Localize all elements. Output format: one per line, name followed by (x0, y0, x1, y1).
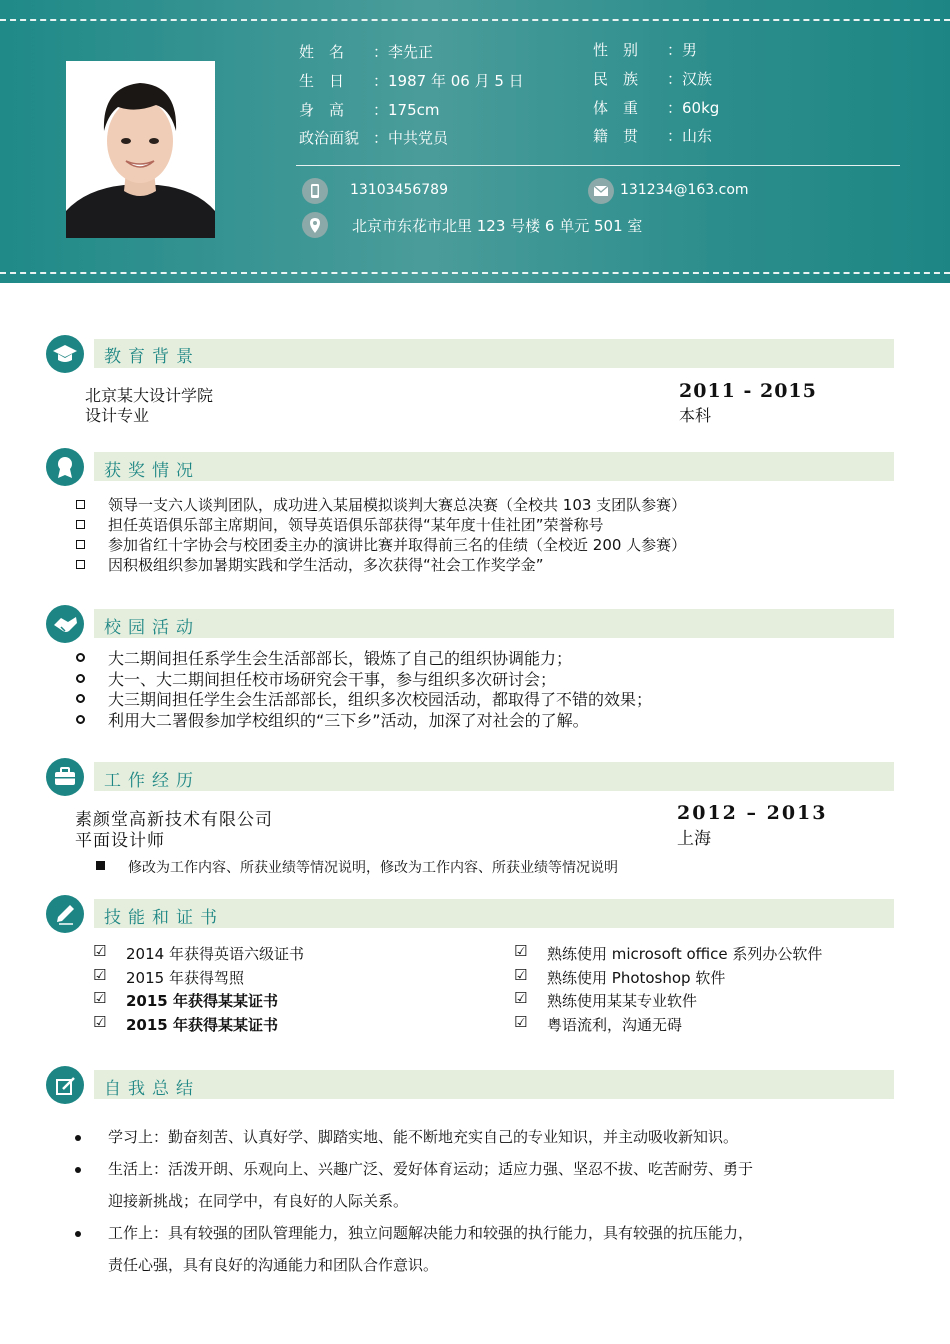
top-dashed-line (0, 19, 950, 21)
education-major: 设计专业 (85, 406, 150, 425)
education-years: 2011 - 2015 (679, 380, 817, 402)
info-gender: 性 别 ：男 (593, 41, 698, 59)
award-item: 参加省红十字协会与校团委主办的演讲比赛并取得前三名的佳绩（全校近 200 人参赛） (108, 536, 687, 554)
list-bullet (76, 560, 85, 569)
info-ethnicity-label: 民 族 (593, 70, 639, 88)
info-hometown-label: 籍 贯 (593, 127, 639, 145)
email-icon (588, 178, 614, 204)
info-hometown-value: 山东 (682, 127, 713, 145)
skill-right-item: 熟练使用 microsoft office 系列办公软件 (547, 945, 823, 963)
list-bullet (75, 1167, 81, 1173)
list-bullet (76, 715, 85, 724)
work-header-bar (94, 762, 894, 791)
campus-title: 校园活动 (104, 618, 200, 638)
summary-life-line2: 迎接新挑战；在同学中，有良好的人际关系。 (108, 1192, 409, 1210)
skill-right-item: 熟练使用某某专业软件 (547, 992, 698, 1010)
summary-title: 自我总结 (104, 1079, 200, 1099)
info-hometown: 籍 贯 ：山东 (593, 127, 713, 145)
skill-left-item: 2015 年获得某某证书 (126, 992, 278, 1010)
info-ethnicity-value: 汉族 (682, 70, 713, 88)
email-address: 131234@163.com (620, 182, 749, 198)
skill-right-item: 粤语流利，沟通无碍 (547, 1016, 683, 1034)
info-ethnicity: 民 族 ：汉族 (593, 70, 713, 88)
info-political-label: 政治面貌 (299, 129, 360, 147)
skill-right-item: 熟练使用 Photoshop 软件 (547, 969, 726, 987)
work-description: 修改为工作内容、所获业绩等情况说明，修改为工作内容、所获业绩等情况说明 (128, 860, 618, 876)
summary-work-line2: 责任心强，具有良好的沟通能力和团队合作意识。 (108, 1256, 439, 1274)
checkbox-icon: ☑ (93, 989, 107, 1007)
skill-left-item: 2015 年获得某某证书 (126, 1016, 278, 1034)
info-name: 姓 名 ：李先正 (299, 43, 434, 61)
checkbox-icon: ☑ (514, 989, 528, 1007)
list-bullet (75, 1135, 81, 1141)
info-gender-value: 男 (682, 41, 698, 59)
campus-item: 利用大二署假参加学校组织的“三下乡”活动，加深了对社会的了解。 (108, 711, 589, 730)
phone-icon (302, 178, 328, 204)
education-school: 北京某大设计学院 (85, 386, 214, 405)
award-item: 因积极组织参加暑期实践和学生活动，多次获得“社会工作奖学金” (108, 556, 544, 574)
summary-work-line1: 工作上：具有较强的团队管理能力，独立问题解决能力和较强的执行能力，具有较强的抗压能力， (108, 1224, 754, 1242)
list-bullet (96, 861, 105, 870)
checkbox-icon: ☑ (93, 942, 107, 960)
info-political: 政治面貌 ：中共党员 (299, 129, 449, 147)
campus-item: 大三期间担任学生会生活部部长，组织多次校园活动，都取得了不错的效果； (108, 690, 653, 709)
list-bullet (76, 653, 85, 662)
checkbox-icon: ☑ (514, 1013, 528, 1031)
summary-study: 学习上：勤奋刻苦、认真好学、脚踏实地、能不断地充实自己的专业知识，并主动吸收新知识。 (108, 1128, 739, 1146)
info-weight-label: 体 重 (593, 99, 639, 117)
education-header-bar (94, 339, 894, 368)
header-banner (0, 0, 950, 283)
list-bullet (76, 674, 85, 683)
checkbox-icon: ☑ (93, 1013, 107, 1031)
skill-left-item: 2015 年获得驾照 (126, 969, 244, 987)
work-company: 素颜堂高新技术有限公司 (75, 810, 273, 830)
summary-life-line1: 生活上：活泼开朗、乐观向上、兴趣广泛、爱好体育运动；适应力强、坚忍不拔、吃苦耐劳、勇于 (108, 1160, 754, 1178)
education-title: 教育背景 (104, 347, 200, 367)
medal-icon (46, 448, 84, 486)
work-location: 上海 (677, 829, 711, 849)
summary-header-bar (94, 1070, 894, 1099)
award-item: 担任英语俱乐部主席期间，领导英语俱乐部获得“某年度十佳社团”荣誉称号 (108, 516, 604, 534)
info-political-value: 中共党员 (388, 129, 449, 147)
info-birthday: 生 日 ：1987 年 06 月 5 日 (299, 72, 524, 90)
info-name-label: 姓 名 (299, 43, 345, 61)
work-years: 2012 – 2013 (677, 802, 828, 824)
award-item: 领导一支六人谈判团队，成功进入某届模拟谈判大赛总决赛（全校共 103 支团队参赛） (108, 496, 687, 514)
graduation-cap-icon (46, 335, 84, 373)
list-bullet (76, 540, 85, 549)
list-bullet (76, 694, 85, 703)
skill-left-item: 2014 年获得英语六级证书 (126, 945, 304, 963)
info-birthday-value: 1987 年 06 月 5 日 (388, 72, 524, 90)
info-height-value: 175cm (388, 101, 440, 119)
checkbox-icon: ☑ (93, 966, 107, 984)
briefcase-icon (46, 758, 84, 796)
list-bullet (76, 500, 85, 509)
info-height: 身 高 ：175cm (299, 101, 440, 119)
info-height-label: 身 高 (299, 101, 345, 119)
work-position: 平面设计师 (75, 831, 165, 851)
awards-title: 获奖情况 (104, 461, 200, 481)
awards-header-bar (94, 452, 894, 481)
edit-icon (46, 1066, 84, 1104)
info-weight: 体 重 ：60kg (593, 99, 720, 117)
info-weight-value: 60kg (682, 99, 720, 117)
campus-header-bar (94, 609, 894, 638)
info-name-value: 李先正 (388, 43, 434, 61)
address: 北京市东花市北里 123 号楼 6 单元 501 室 (352, 217, 643, 235)
campus-item: 大二期间担任系学生会生活部部长，锻炼了自己的组织协调能力； (108, 649, 573, 668)
campus-item: 大一、大二期间担任校市场研究会干事，参与组织多次研讨会； (108, 670, 557, 689)
phone-number: 13103456789 (350, 182, 448, 198)
checkbox-icon: ☑ (514, 942, 528, 960)
info-birthday-label: 生 日 (299, 72, 345, 90)
handshake-icon (46, 605, 84, 643)
list-bullet (75, 1231, 81, 1237)
info-gender-label: 性 别 (593, 41, 639, 59)
header-divider (296, 165, 900, 166)
profile-photo (66, 61, 215, 238)
bottom-dashed-line (0, 272, 950, 274)
location-icon (302, 212, 328, 238)
skills-title: 技能和证书 (104, 908, 224, 928)
pencil-icon (46, 895, 84, 933)
work-title: 工作经历 (104, 771, 200, 791)
education-degree: 本科 (679, 406, 712, 425)
checkbox-icon: ☑ (514, 966, 528, 984)
list-bullet (76, 520, 85, 529)
